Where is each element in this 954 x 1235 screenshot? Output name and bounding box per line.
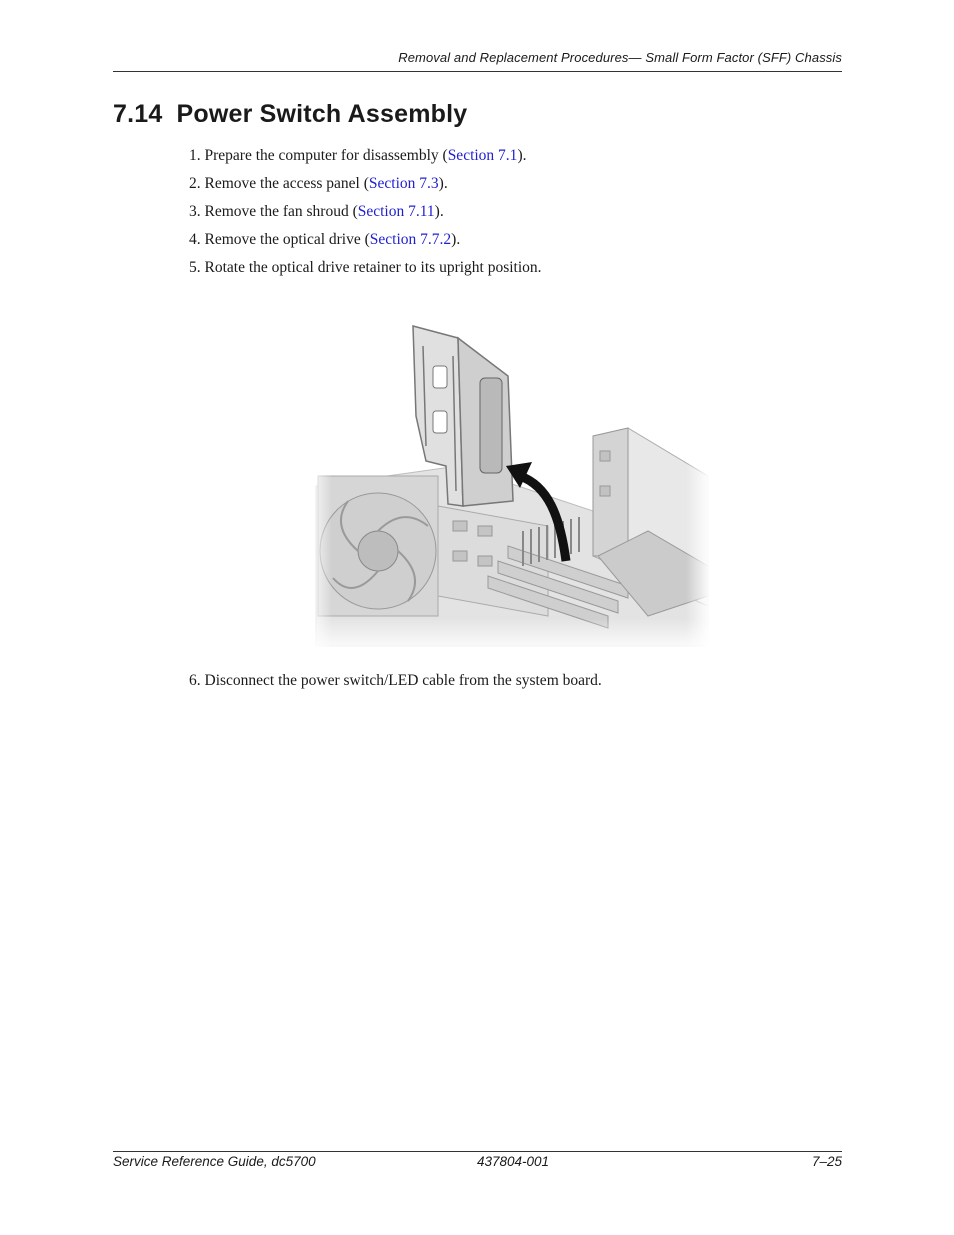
step-item	[189, 201, 542, 229]
step-text-end: ).	[434, 203, 444, 220]
step-text-end: ).	[451, 231, 461, 248]
step-number: 6.	[189, 672, 201, 689]
section-number: 7.14	[113, 100, 163, 128]
running-header: Removal and Replacement Procedures— Small Form Factor (SFF) Chassis	[398, 50, 842, 65]
section-link[interactable]: Section 7.1	[447, 147, 518, 164]
step-number: 1.	[189, 147, 201, 164]
step-number: 2.	[189, 175, 201, 192]
section-link[interactable]: Section 7.3	[368, 175, 439, 192]
step-number: 3.	[189, 203, 201, 220]
step-item	[189, 257, 542, 285]
step-item	[189, 229, 542, 257]
step-list	[189, 145, 542, 285]
step-text: Remove the fan shroud (	[204, 203, 358, 220]
optical-drive-retainer-illustration	[308, 316, 710, 652]
step-item	[189, 173, 542, 201]
step-item	[189, 670, 602, 692]
header-rule	[113, 71, 842, 72]
step-text-end: ).	[517, 147, 527, 164]
footer-part-number: 437804-001	[477, 1154, 550, 1169]
section-title-text: Power Switch Assembly	[176, 100, 468, 128]
footer-guide-title: Service Reference Guide, dc5700	[113, 1154, 316, 1169]
step-text: Prepare the computer for disassembly (	[204, 147, 448, 164]
step-text: Disconnect the power switch/LED cable from the system board.	[204, 672, 602, 689]
step-number: 4.	[189, 231, 201, 248]
step-number: 5.	[189, 259, 201, 276]
footer-page-number: 7–25	[811, 1154, 842, 1169]
section-link[interactable]: Section 7.7.2	[369, 231, 452, 248]
chassis-illustration-icon	[308, 316, 710, 652]
footer-rule	[113, 1151, 842, 1152]
section-link[interactable]: Section 7.11	[357, 203, 435, 220]
step-text: Remove the access panel (	[204, 175, 369, 192]
step-text: Rotate the optical drive retainer to its upright position.	[204, 259, 542, 276]
step-text-end: ).	[438, 175, 448, 192]
step-item	[189, 145, 542, 173]
step-text: Remove the optical drive (	[204, 231, 370, 248]
section-title	[113, 100, 467, 129]
